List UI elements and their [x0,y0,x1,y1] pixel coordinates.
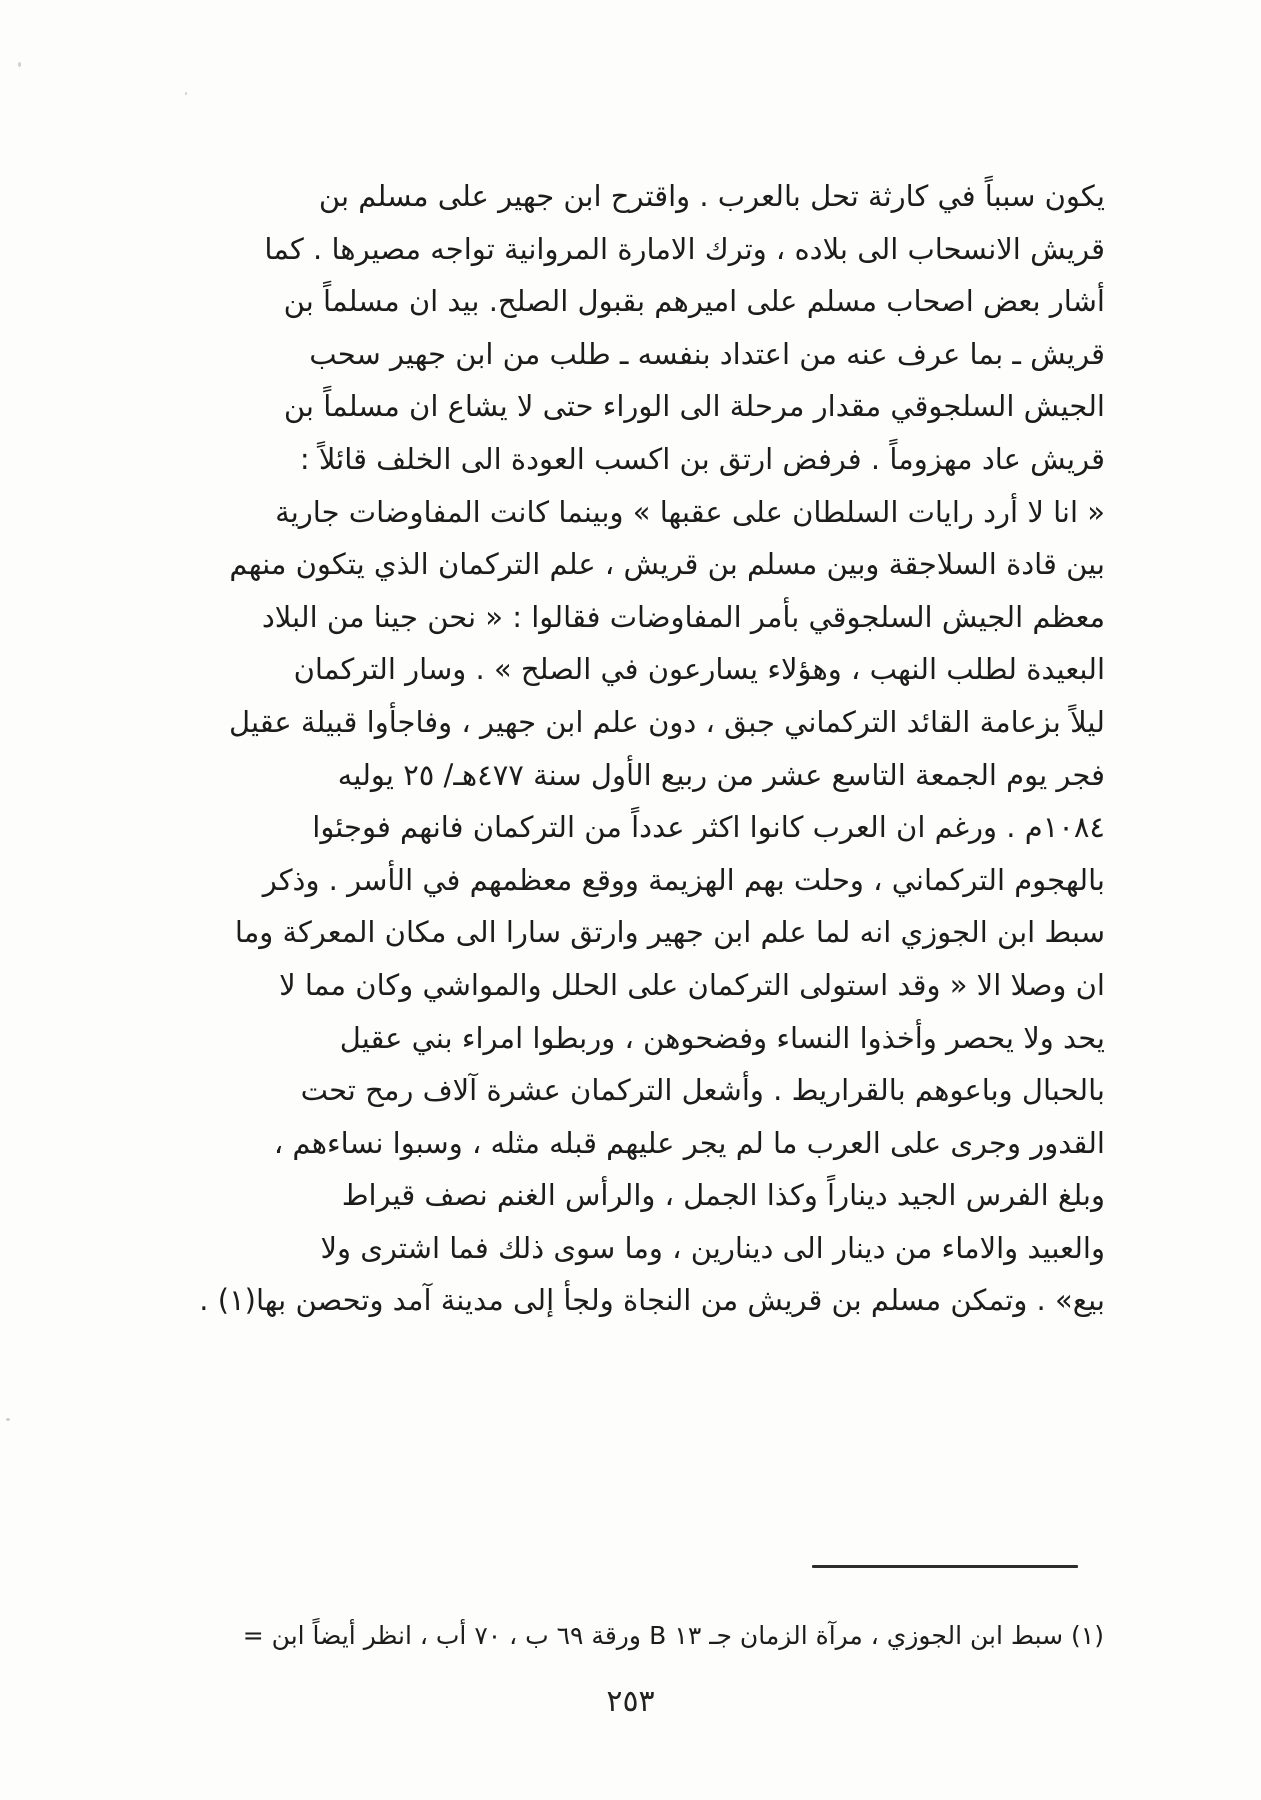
page-number: ٢٥٣ [606,1684,655,1719]
scan-speck [6,1418,10,1421]
body-line: قريش عاد مهزوماً . فرفض ارتق بن اكسب العودة الى الخلف قائلاً : [299,441,1105,476]
scan-speck [18,62,21,67]
body-line: بيع» . وتمكن مسلم بن قريش من النجاة ولجأ إلى مدينة آمد وتحصن بها(١) . [199,1283,1105,1318]
body-line: قريش ـ بما عرف عنه من اعتداد بنفسه ـ طلب من ابن جهير سحب [309,336,1105,371]
body-line: فجر يوم الجمعة التاسع عشر من ربيع الأول سنة ٤٧٧هـ/ ٢٥ يوليه [337,757,1105,792]
body-line: بالحبال وباعوهم بالقراريط . وأشعل التركمان عشرة آلاف رمح تحت [300,1073,1105,1108]
body-line: أشار بعض اصحاب مسلم على اميرهم بقبول الصلح. بيد ان مسلماً بن [283,284,1105,319]
body-line: الجيش السلجوقي مقدار مرحلة الى الوراء حتى لا يشاع ان مسلماً بن [283,389,1105,424]
body-line: قريش الانسحاب الى بلاده ، وترك الامارة المروانية تواجه مصيرها . كما [264,231,1105,266]
body-line: سبط ابن الجوزي انه لما علم ابن جهير وارتق سارا الى مكان المعركة وما [234,915,1105,950]
body-line: معظم الجيش السلجوقي بأمر المفاوضات فقالوا : « نحن جينا من البلاد [261,599,1105,634]
footnote: (١) سبط ابن الجوزي ، مرآة الزمان جـ ١٣ B ورقة ٦٩ ب ، ٧٠ أب ، انظر أيضاً ابن = [242,1621,1104,1650]
body-line: بين قادة السلاجقة وبين مسلم بن قريش ، علم التركمان الذي يتكون منهم [229,547,1105,582]
body-line: وبلغ الفرس الجيد ديناراً وكذا الجمل ، والرأس الغنم نصف قيراط [341,1178,1105,1213]
body-line: البعيدة لطلب النهب ، وهؤلاء يسارعون في الصلح » . وسار التركمان [293,652,1105,687]
body-line: يكون سبباً في كارثة تحل بالعرب . واقترح ابن جهير على مسلم بن [318,179,1105,213]
body-line: « انا لا أرد رايات السلطان على عقبها » وبينما كانت المفاوضات جارية [275,494,1105,529]
body-line: بالهجوم التركماني ، وحلت بهم الهزيمة ووقع معظمهم في الأسر . وذكر [262,862,1105,897]
footnote-separator-line [812,1565,1078,1568]
body-line: والعبيد والاماء من دينار الى دينارين ، وما سوى ذلك فما اشترى ولا [320,1230,1105,1265]
scan-speck [185,92,187,95]
body-text [158,170,1105,1327]
body-line: القدور وجرى على العرب ما لم يجر عليهم قبله مثله ، وسبوا نساءهم ، [273,1125,1105,1160]
body-line: ليلاً بزعامة القائد التركماني جبق ، دون علم ابن جهير ، وفاجأوا قبيلة عقيل [229,704,1105,739]
body-line: يحد ولا يحصر وأخذوا النساء وفضحوهن ، وربطوا امراء بني عقيل [339,1020,1105,1055]
body-line: ١٠٨٤م . ورغم ان العرب كانوا اكثر عدداً من التركمان فانهم فوجئوا [312,810,1105,845]
body-line: ان وصلا الا « وقد استولى التركمان على الحلل والمواشي وكان مما لا [279,967,1105,1002]
